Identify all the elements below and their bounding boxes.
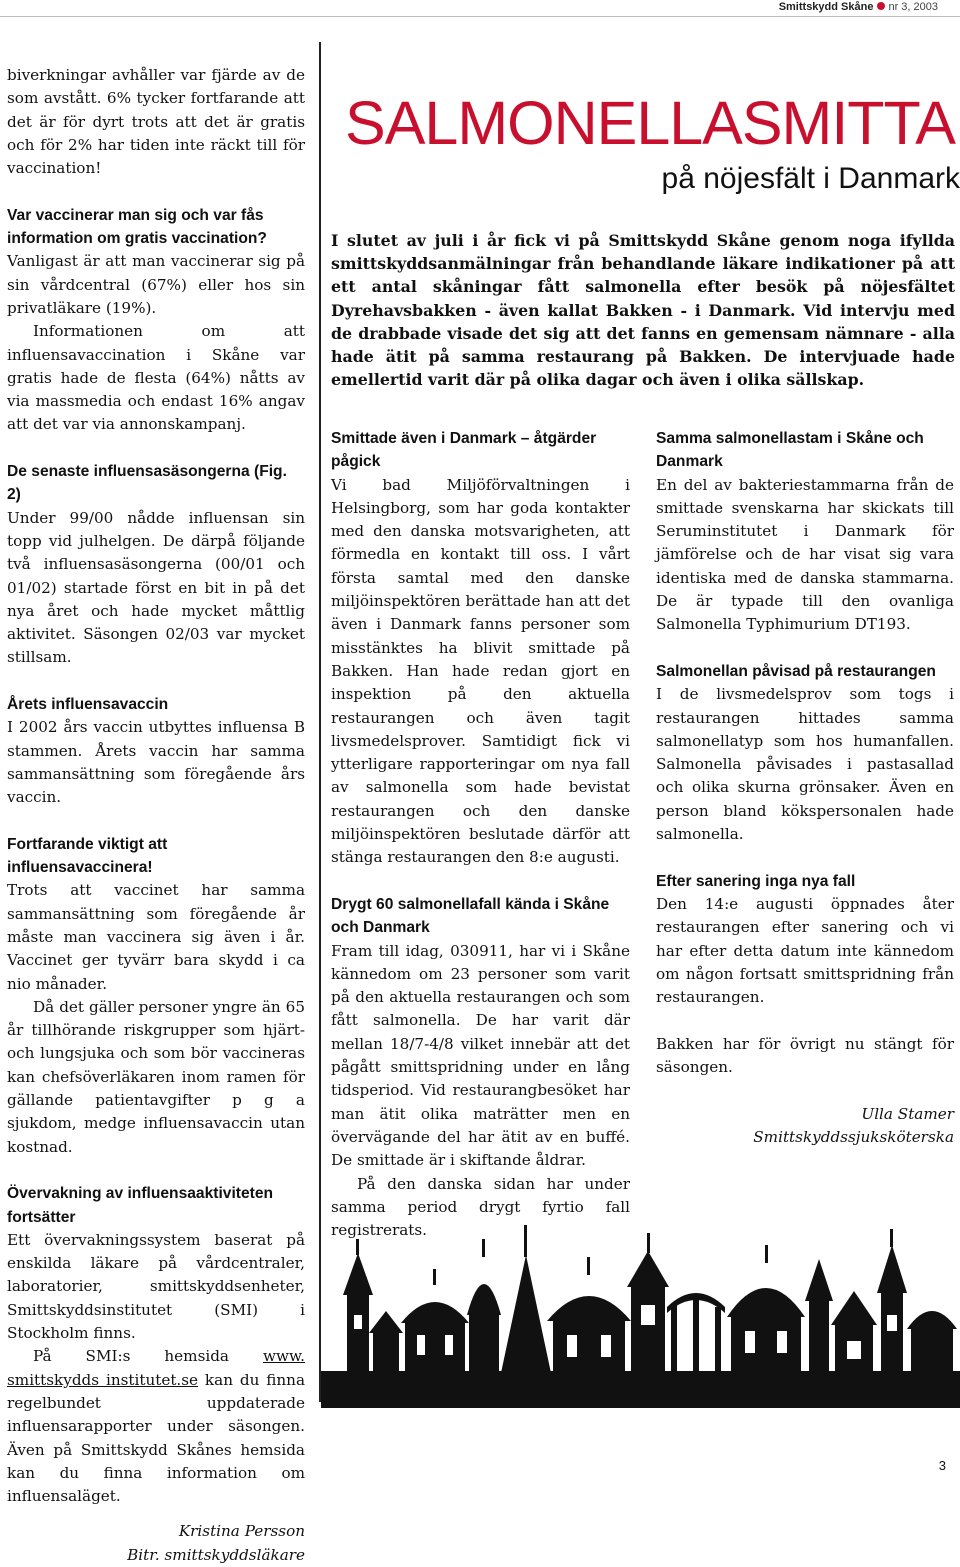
intro-paragraph: biverkningar avhåller var fjärde av de som avstått. 6% tycker fortfarande att det är för dyrt trots att det är gratis och för 2% har tiden inte räckt till för vaccination! [7,66,305,178]
body-paragraph: På den danska sidan har under samma period drygt fyrtio fall registrerats. [331,1174,630,1240]
amusement-park-skyline-icon [321,1195,960,1408]
author-title: Smittskyddssjuksköterska [753,1127,954,1146]
text-span: kan du finna regelbundet uppdaterade influensarapporter under säsongen. Även på Smittskydd Skånes hemsida kan du finna information om influensaläget. [7,1370,305,1506]
body-paragraph: Vi bad Miljöförvaltningen i Helsingborg, som har goda kontakter med den danska motsvarigheten, att förmedla en kontakt till oss. I vårt första samtal med den danske miljöinspektören berättade han att det även i Danmark fanns personer som misstänktes ha blivit smittade på Bakken. Han hade redan gjort en inspektion på den aktuella restaurangen och även tagit livsmedelsprover. Samtidigt fick vi ytterligare rapporteringar om nya fall av salmonella som hade bevistat restaurangen och den danske miljöinspektören beslutade därför att stänga restaurangen den 8:e augusti. [331,475,630,867]
body-paragraph: I 2002 års vaccin utbyttes influensa B stammen. Årets vaccin har samma sammansättning som föregående års vaccin. [7,718,305,807]
section-heading: Smittade även i Danmark – åtgärder pågick [331,430,597,471]
author-name: Kristina Persson [178,1522,305,1541]
section-heading: Fortfarande viktigt att influensavaccinera! [7,835,168,877]
body-paragraph: Ett övervakningssystem baserat på enskilda läkare på vårdcentraler, laboratorier, smittskyddsenheter, Smittskyddsinstitutet (SMI) i Stockholm finns. [7,1230,305,1343]
article-title: SALMONELLASMITTA [345,89,955,157]
body-paragraph: Den 14:e augusti öppnades åter restaurangen efter sanering och vi har efter detta datum inte kännedom om någon fortsatt smittspridning från restaurangen. [656,894,954,1007]
section-heading: Var vaccinerar man sig och var fås information om gratis vaccination? [7,206,267,248]
article-subtitle: på nöjesfält i Danmark [661,162,960,195]
bullet-dot-icon [877,2,885,10]
section-heading: Salmonellan påvisad på restaurangen [656,662,936,680]
smi-website-link[interactable]: www. smittskydds institutet.se [7,1347,305,1389]
text-span: På SMI:s hemsida [33,1347,263,1366]
body-paragraph: Vanligast är att man vaccinerar sig på sin vårdcentral (67%) eller hos sin privatläkare (19%). [7,252,305,317]
running-header [779,1,938,13]
section-heading: De senaste influensasäsongerna (Fig. 2) [7,463,287,504]
page-number: 3 [938,1458,946,1473]
author-name: Ulla Stamer [861,1104,954,1123]
body-paragraph: Trots att vaccinet har samma sammansättning som föregående år måste man vaccinera sig även i år. Vaccinet ger tyvärr bara skydd i ca nio månader. [7,881,305,993]
page-header [0,0,960,17]
publication-name: Smittskydd Skåne [778,1,874,13]
article-ingress: I slutet av juli i år fick vi på Smittskydd Skåne genom noga ifyllda smittskyddsanmälningar från behandlande läkare indikationer på att ett antal skåningar fått salmonella efter besök på nöjesfältet Dyrehavsbakken - även kallat Bakken - i Danmark. Vid intervju med de drabbade visade det sig att det fanns en gemensam nämnare - alla hade ätit på samma restaurang på Bakken. De intervjuade hade emellertid varit där på olika dagar och även i olika sällskap. [331,231,955,390]
section-heading: Drygt 60 salmonellafall kända i Skåne och Danmark [331,895,610,937]
left-column [7,64,305,1567]
body-paragraph: I de livsmedelsprov som togs i restaurangen hittades samma salmonellatyp som hos humanfallen. Salmonella påvisades i pastasallad och olika skurna grönsaker. Även en person bland kökspersonalen hade salmonella. [656,685,954,844]
article-column-a [331,427,630,1242]
section-heading: Efter sanering inga nya fall [656,872,856,890]
body-paragraph: En del av bakteriestammarna från de smittade svenskarna har skickats till Seruminstitutet i Danmark för jämförelse och de har visat sig vara identiska med de danska stammarna. De är typade till den ovanliga Salmonella Typhimurium DT193. [656,475,954,634]
body-paragraph: Informationen om att influensavaccination i Skåne var gratis hade de flesta (64%) nåtts av via massmedia och endast 16% angav att det var via annonskampanj. [7,322,305,434]
body-paragraph [7,1345,305,1508]
body-paragraph: Bakken har för övrigt nu stängt för säsongen. [656,1034,954,1077]
issue-number: nr 3, 2003 [888,1,938,13]
body-paragraph: Fram till idag, 030911, har vi i Skåne kännedom om 23 personer som varit på den aktuella restaurangen och som fått salmonella. De har varit där mellan 18/7-4/8 vilket innebär att det pågått smittspridning under en lång tidsperiod. Vid restaurangbesöket har man ätit olika maträtter men en övervägande del har ätit av en buffé. De smittade är i skiftande åldrar. [331,941,630,1170]
section-heading: Övervakning av influensaaktiviteten fortsätter [7,1185,274,1226]
section-heading: Årets influensavaccin [7,696,169,714]
article-column-b [656,427,954,1149]
author-title: Bitr. smittskyddsläkare [127,1545,305,1564]
body-paragraph: Under 99/00 nådde influensan sin topp vid julhelgen. De därpå följande två influensasäsongerna (00/01 och 01/02) startade först en bit in på det nya året och hade mycket måttlig aktivitet. Säsongen 02/03 var mycket stillsam. [7,508,305,667]
section-heading: Samma salmonellastam i Skåne och Danmark [656,430,924,471]
body-paragraph: Då det gäller personer yngre än 65 år tillhörande riskgrupper som hjärt- och lungsjuka och som bör vaccineras kan chefsöverläkaren inom ramen för gällande patientavgifter p g a sjukdom, medge influensavaccin utan kostnad. [7,997,305,1156]
